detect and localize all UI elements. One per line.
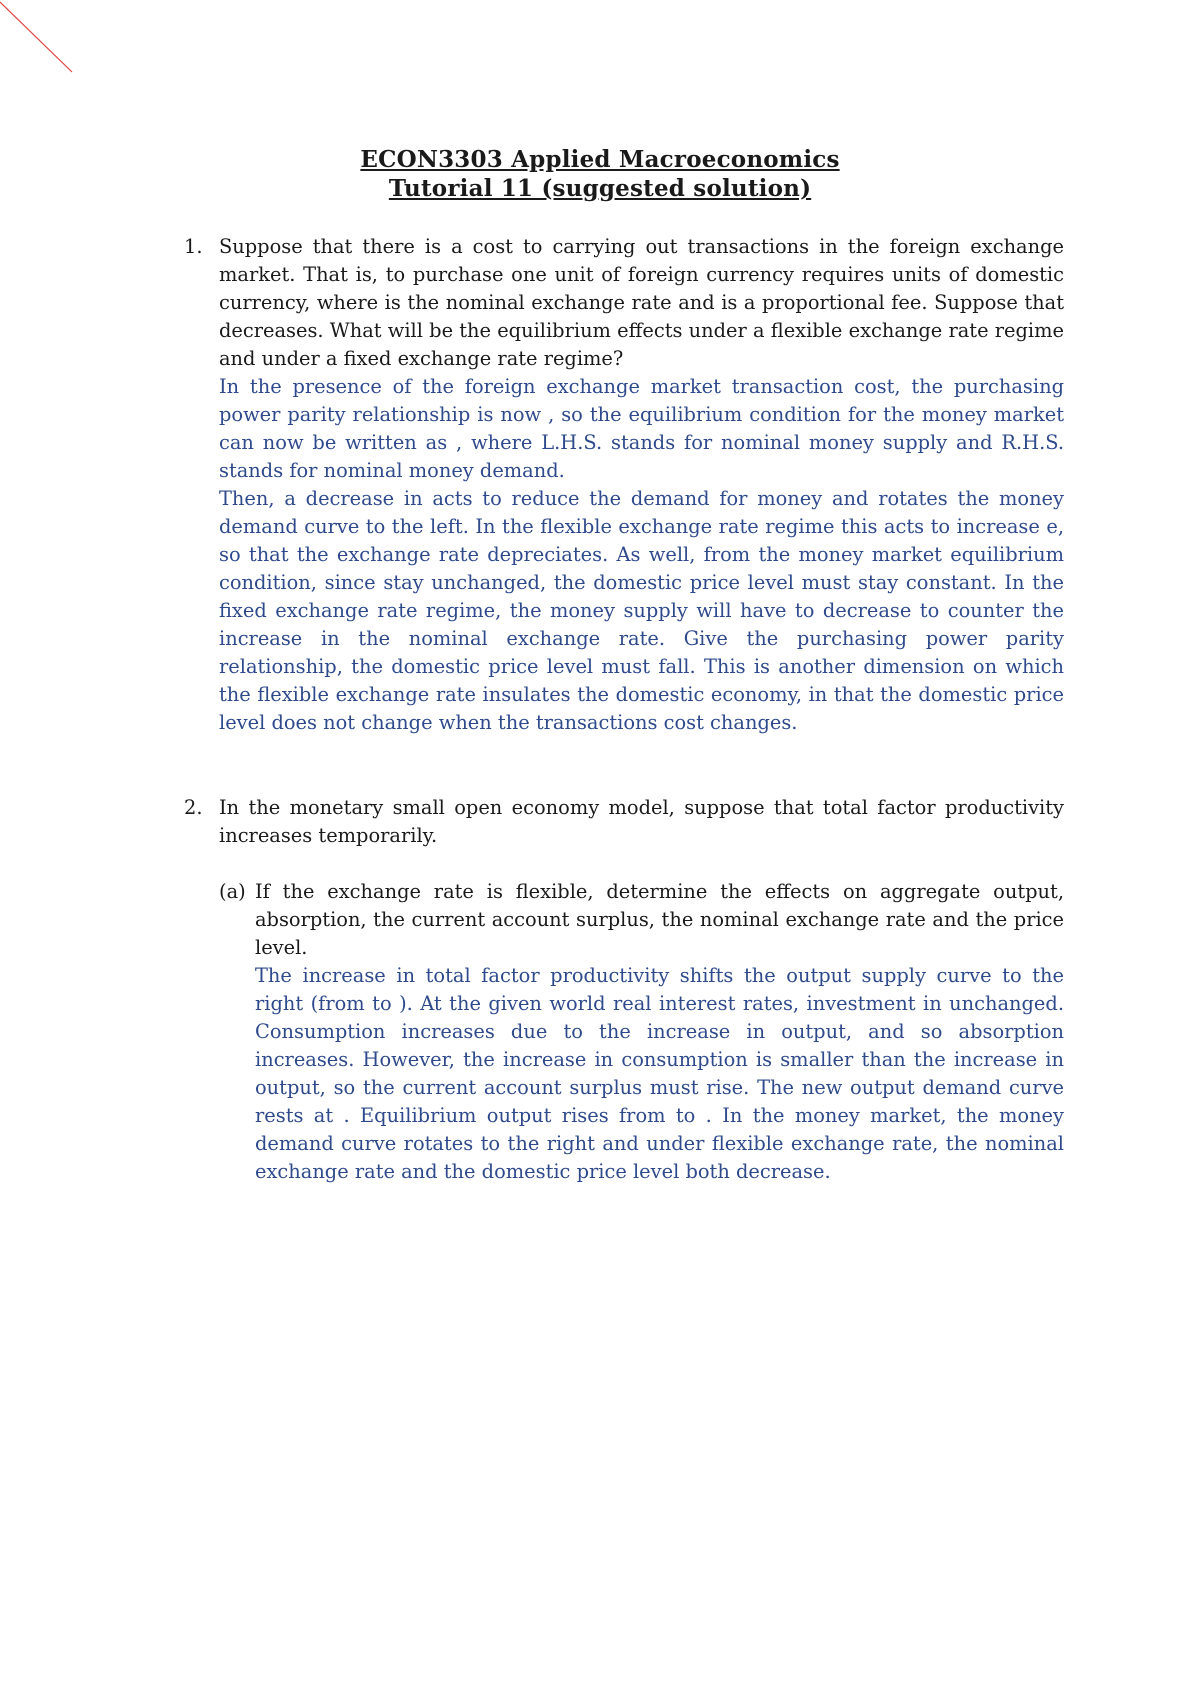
course-title: ECON3303 Applied Macroeconomics xyxy=(360,146,840,173)
question-text: Suppose that there is a cost to carrying out transactions in the foreign exchange market. That is, to purchase one unit of foreign currency requires units of domestic currency, where is the nominal exchange rate and is a proportional fee. Suppose that decreases. What will be the equilibrium effects under a flexible exchange rate regime and under a fixed exchange rate regime? xyxy=(219,235,1064,370)
corner-fold-mark xyxy=(0,0,80,80)
question-2 xyxy=(184,794,1064,850)
document-title xyxy=(0,145,1200,203)
answer-paragraph: The increase in total factor productivity shifts the output supply curve to the right (from to ). At the given world real interest rates, investment in unchanged. Consumption increases due to the increase in output, and so absorption increases. However, the increase in consumption is smaller than the increase in output, so the current account surplus must rise. The new output demand curve rests at . Equilibrium output rises from to . In the money market, the money demand curve rotates to the right and under flexible exchange rate, the nominal exchange rate and the domestic price level both decrease. xyxy=(255,964,1064,1183)
question-2-part-a xyxy=(219,878,1064,1186)
tutorial-title: Tutorial 11 (suggested solution) xyxy=(388,175,812,202)
question-number: 2. xyxy=(184,796,203,819)
question-text: In the monetary small open economy model, suppose that total factor productivity increases temporarily. xyxy=(219,796,1064,847)
answer-paragraph: In the presence of the foreign exchange market transaction cost, the purchasing power parity relationship is now , so the equilibrium condition for the money market can now be written as , where L.H.S. stands for nominal money supply and R.H.S. stands for nominal money demand. xyxy=(219,375,1064,482)
answer-paragraph: Then, a decrease in acts to reduce the demand for money and rotates the money demand curve to the left. In the flexible exchange rate regime this acts to increase e, so that the exchange rate depreciates. As well, from the money market equilibrium condition, since stay unchanged, the domestic price level must stay constant. In the fixed exchange rate regime, the money supply will have to decrease to counter the increase in the nominal exchange rate. Give the purchasing power parity relationship, the domestic price level must fall. This is another dimension on which the flexible exchange rate insulates the domestic economy, in that the domestic price level does not change when the transactions cost changes. xyxy=(219,487,1064,734)
question-number: 1. xyxy=(184,235,203,258)
part-text: If the exchange rate is flexible, determine the effects on aggregate output, absorption, the current account surplus, the nominal exchange rate and the price level. xyxy=(255,880,1064,959)
question-1 xyxy=(184,233,1064,737)
part-label: (a) xyxy=(219,880,246,903)
